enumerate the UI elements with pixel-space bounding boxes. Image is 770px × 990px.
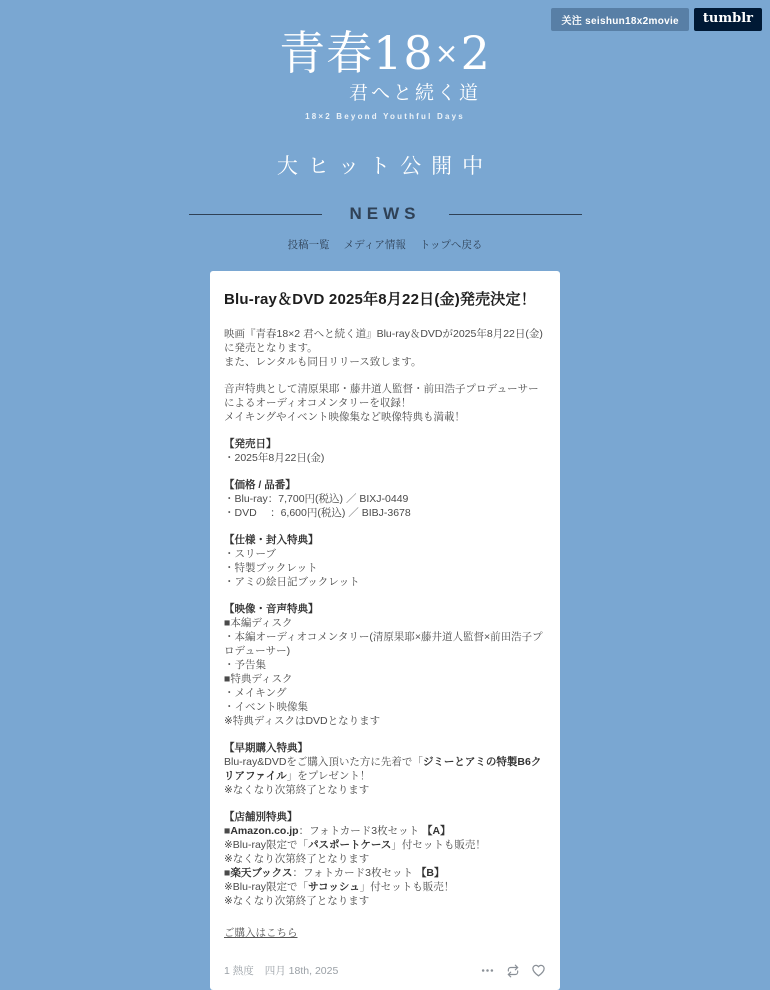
post-line: 【仕様・封入特典】 xyxy=(224,534,319,546)
post-section xyxy=(224,741,546,797)
logo-subtitle: 君へと続く道 xyxy=(348,82,481,104)
post-line: ■本編ディスク xyxy=(224,617,293,629)
post-line: 【映像・音声特典】 xyxy=(224,603,319,615)
post-section xyxy=(224,533,546,589)
post-line: ・イベント映像集 xyxy=(224,701,308,713)
post-line: 【価格 / 品番】 xyxy=(224,479,296,491)
reblog-icon[interactable] xyxy=(506,964,520,978)
post-line: ・2025年8月22日(金) xyxy=(224,452,325,464)
post-line: 【発売日】 xyxy=(224,438,277,450)
nav xyxy=(0,237,770,252)
post-line: ・メイキング xyxy=(224,687,287,699)
post-line: ・アミの絵日記ブックレット xyxy=(224,576,360,588)
like-icon[interactable] xyxy=(531,963,546,978)
post-line: メイキングやイベント映像集など映像特典も満載！ xyxy=(224,411,465,423)
post-actions xyxy=(480,963,546,978)
news-heading xyxy=(0,204,770,224)
nav-link-top[interactable]: トップへ戻る xyxy=(419,239,483,251)
follow-button[interactable]: 关注 seishun18x2movie xyxy=(551,8,688,31)
post-line: Blu-ray&DVDをご購入頂いた方に先着で「ジミーとアミの特製B6クリアファイル」をプレゼント！ xyxy=(224,756,542,782)
post-line: ・スリーブ xyxy=(224,548,276,560)
post-section xyxy=(224,327,546,369)
post-line: ・予告集 xyxy=(224,659,266,671)
nav-link-posts[interactable]: 投稿一覧 xyxy=(287,239,330,251)
more-options-icon[interactable] xyxy=(480,963,495,978)
post-line: ・DVD ：6,600円(税込) ／ BIBJ-3678 xyxy=(224,507,411,519)
post-section xyxy=(224,602,546,728)
purchase-link[interactable]: ご購入はこちら xyxy=(224,927,298,939)
post-line: ■Amazon.co.jp：フォトカード3枚セット 【A】 xyxy=(224,825,451,837)
post-section xyxy=(224,478,546,520)
post-line: ・本編オーディオコメンタリー(清原果耶×藤井道人監督×前田浩子プロデューサー) xyxy=(224,631,543,657)
post-line: 音声特典として清原果耶・藤井道人監督・前田浩子プロデューサーによるオーディオコメンタリーを収録！ xyxy=(224,383,539,409)
topbar xyxy=(551,8,762,31)
news-title: NEWS xyxy=(349,204,421,223)
post-line: ※なくなり次第終了となります xyxy=(224,853,370,865)
post-section xyxy=(224,382,546,424)
post-line: ※なくなり次第終了となります xyxy=(224,784,370,796)
post-line: 【早期購入特典】 xyxy=(224,742,308,754)
post-line: ・特製ブックレット xyxy=(224,562,318,574)
logo-title: 青春18×2 xyxy=(279,26,491,80)
nav-link-media[interactable]: メディア情報 xyxy=(343,239,406,251)
post-line: 【店舗別特典】 xyxy=(224,811,298,823)
post-line: ※なくなり次第終了となります xyxy=(224,895,370,907)
tumblr-logo[interactable]: tumblr xyxy=(694,8,762,31)
post-line: ※特典ディスクはDVDとなります xyxy=(224,715,381,727)
blog-logo[interactable] xyxy=(279,26,491,121)
post-line: 映画『青春18×2 君へと続く道』Blu-ray＆DVDが2025年8月22日(金)に発売となります。 xyxy=(224,328,543,354)
post-date: 四月 18th, 2025 xyxy=(264,965,339,977)
post-line: ・Blu-ray：7,700円(税込) ／ BIXJ-0449 xyxy=(224,493,409,505)
post-meta xyxy=(224,963,338,978)
logo-times-symbol: × xyxy=(434,37,460,70)
post-line: ■特典ディスク xyxy=(224,673,293,685)
tagline: 大ヒット公開中 xyxy=(276,154,494,178)
post-line: ※Blu-ray限定で「サコッシュ」付セットも販売！ xyxy=(224,881,455,893)
post-body xyxy=(224,327,546,908)
logo-english-title: 18×2 Beyond Youthful Days xyxy=(305,112,465,121)
post-title: Blu-ray＆DVD 2025年8月22日(金)発売決定！ xyxy=(224,291,536,308)
post-footer xyxy=(224,963,546,978)
post-line: ※Blu-ray限定で「パスポートケース」付セットも販売！ xyxy=(224,839,486,851)
post-line: また、レンタルも同日リリース致します。 xyxy=(224,356,422,368)
post-line: ■楽天ブックス：フォトカード3枚セット 【B】 xyxy=(224,867,445,879)
post-section xyxy=(224,437,546,465)
note-count[interactable]: 1 熱度 xyxy=(224,965,254,977)
post-section xyxy=(224,810,546,908)
post-card xyxy=(210,271,560,990)
divider-line-right xyxy=(449,214,582,215)
divider-line-left xyxy=(189,214,322,215)
